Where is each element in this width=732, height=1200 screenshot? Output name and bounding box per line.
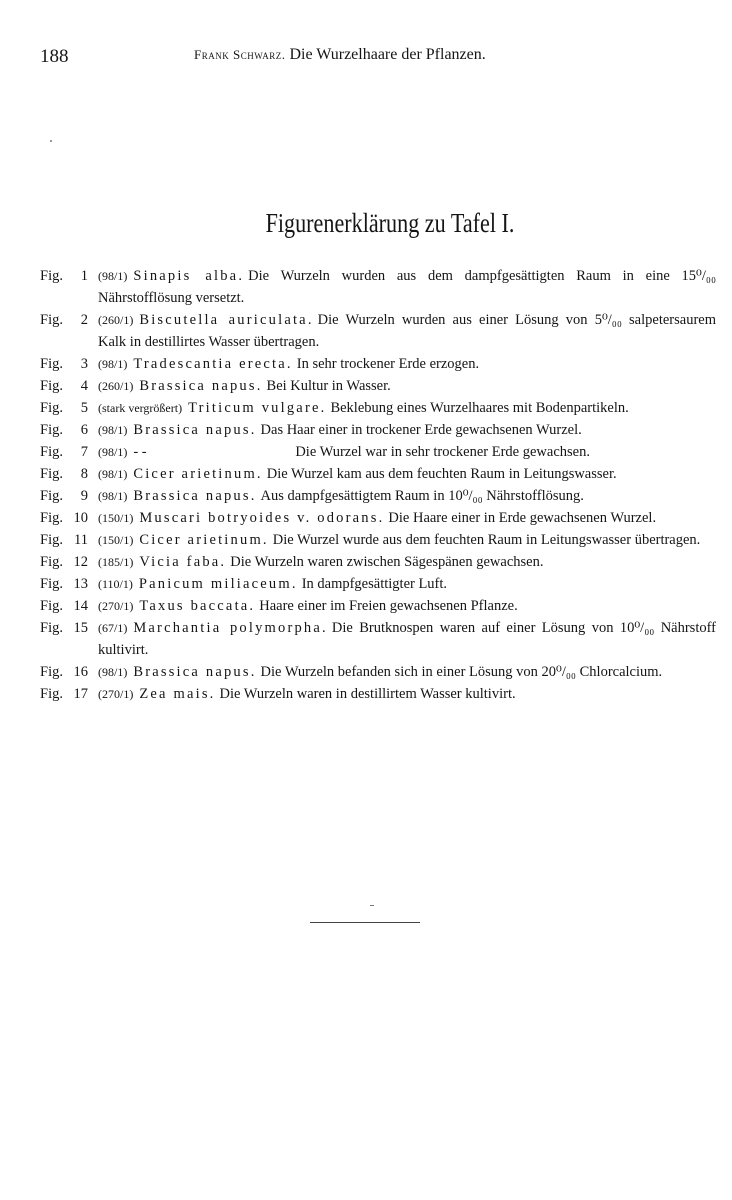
figure-number: 5: [80, 400, 88, 416]
figure-description: [98, 375, 716, 397]
figure-number: 14: [73, 598, 88, 614]
figure-entry: [40, 441, 716, 463]
figure-label: Fig.: [40, 378, 63, 394]
magnification: (98/1): [98, 423, 128, 437]
figure-entry: [40, 595, 716, 617]
figure-label: Fig.: [40, 488, 63, 504]
figure-label: Fig.: [40, 554, 63, 570]
magnification: (150/1): [98, 511, 134, 525]
magnification: (110/1): [98, 577, 133, 591]
figure-entry: [40, 397, 716, 419]
figure-label: Fig.: [40, 422, 63, 438]
description-text: Die Haare einer in Erde gewachsenen Wurzel.: [388, 510, 657, 526]
species-name: Triticum vulgare.: [188, 400, 327, 416]
figure-entry: [40, 573, 716, 595]
species-name: Zea mais.: [139, 686, 216, 702]
figure-description: [98, 683, 716, 705]
figure-number: 13: [73, 576, 88, 592]
magnification: (185/1): [98, 555, 134, 569]
figure-label: Fig.: [40, 576, 63, 592]
figure-description: [98, 595, 716, 617]
figure-label: Fig.: [40, 400, 63, 416]
figure-entry: [40, 265, 716, 309]
species-name: Muscari botryoides v. odorans.: [139, 510, 385, 526]
description-text: Bei Kultur in Wasser.: [266, 378, 391, 394]
running-head-author: Frank Schwarz.: [194, 47, 286, 62]
magnification: (98/1): [98, 269, 128, 283]
print-speck: [50, 140, 52, 142]
figure-entry: [40, 353, 716, 375]
species-name: Brassica napus.: [133, 422, 257, 438]
figure-number: 10: [73, 510, 88, 526]
description-text: Die Wurzeln wurden aus einer Lösung von 5⁰/₀₀ salpetersaurem Kalk in destillirtes Wasser übertragen.: [98, 312, 716, 350]
description-text: Aus dampfgesättigtem Raum in 10⁰/₀₀ Nährstofflösung.: [260, 488, 584, 504]
figure-label: Fig.: [40, 444, 63, 460]
species-name: Cicer arietinum.: [139, 532, 269, 548]
magnification: (98/1): [98, 357, 128, 371]
figure-number: 8: [80, 466, 88, 482]
figure-description: [98, 661, 716, 683]
figure-number: 17: [73, 686, 88, 702]
species-name: Vicia faba.: [139, 554, 227, 570]
section-heading: Figurenerklärung zu Tafel I.: [265, 208, 515, 238]
species-name: Marchantia polymorpha.: [133, 620, 328, 636]
magnification: (98/1): [98, 467, 128, 481]
species-name: Brassica napus.: [133, 664, 257, 680]
figure-description: [98, 353, 716, 375]
description-text: Die Wurzeln wurden aus dem dampfgesättigten Raum in eine 15⁰/₀₀ Nährstofflösung versetzt.: [98, 268, 716, 306]
species-name: - -: [133, 444, 147, 460]
figure-description: [98, 617, 716, 661]
description-text: Die Wurzeln waren zwischen Sägespänen gewachsen.: [230, 554, 544, 570]
figure-entry: [40, 551, 716, 573]
figure-number: 16: [73, 664, 88, 680]
running-head-title: Die Wurzelhaare der Pflanzen.: [289, 46, 486, 63]
description-text: Die Brutknospen waren auf einer Lösung von 10⁰/₀₀ Nährstoff kultivirt.: [98, 620, 717, 658]
figure-entry: [40, 375, 716, 397]
figure-entry: [40, 419, 716, 441]
figure-description: [98, 397, 716, 419]
figure-label: Fig.: [40, 686, 63, 702]
figure-entry: [40, 683, 716, 705]
magnification: (260/1): [98, 379, 134, 393]
figure-description: [98, 529, 716, 551]
figure-number: 1: [80, 268, 88, 284]
figure-legend-list: [40, 265, 716, 705]
figure-number: 15: [73, 620, 88, 636]
figure-entry: [40, 485, 716, 507]
figure-description: [98, 573, 716, 595]
description-text: Die Wurzeln befanden sich in einer Lösung von 20⁰/₀₀ Chlorcalcium.: [260, 664, 663, 680]
figure-description: [98, 309, 716, 353]
description-text: Die Wurzel war in sehr trockener Erde gewachsen.: [295, 444, 590, 460]
figure-label: Fig.: [40, 598, 63, 614]
figure-label: Fig.: [40, 664, 63, 680]
species-name: Brassica napus.: [133, 488, 257, 504]
figure-description: [98, 463, 716, 485]
magnification: (260/1): [98, 313, 134, 327]
figure-entry: [40, 507, 716, 529]
page-number: 188: [40, 46, 69, 67]
description-text: In dampfgesättigter Luft.: [301, 576, 448, 592]
figure-description: [98, 485, 716, 507]
figure-label: Fig.: [40, 532, 63, 548]
figure-label: Fig.: [40, 268, 63, 284]
figure-label: Fig.: [40, 312, 63, 328]
running-head: [194, 46, 486, 64]
figure-entry: [40, 661, 716, 683]
page-header: [40, 44, 700, 70]
species-name: Brassica napus.: [139, 378, 263, 394]
figure-number: 7: [80, 444, 88, 460]
figure-number: 6: [80, 422, 88, 438]
figure-label: Fig.: [40, 510, 63, 526]
species-name: Taxus baccata.: [139, 598, 256, 614]
description-text: Die Wurzel wurde aus dem feuchten Raum in Leitungswasser übertragen.: [272, 532, 701, 548]
figure-label: Fig.: [40, 466, 63, 482]
magnification: (stark vergrößert): [98, 401, 183, 415]
species-name: Cicer arietinum.: [133, 466, 263, 482]
magnification: (98/1): [98, 445, 128, 459]
figure-description: [98, 265, 716, 309]
figure-number: 4: [80, 378, 88, 394]
figure-number: 2: [80, 312, 88, 328]
magnification: (98/1): [98, 489, 128, 503]
species-name: Tradescantia erecta.: [133, 356, 293, 372]
description-text: In sehr trockener Erde erzogen.: [296, 356, 480, 372]
magnification: (150/1): [98, 533, 134, 547]
figure-description: [98, 419, 716, 441]
description-text: Die Wurzeln waren in destillirtem Wasser kultivirt.: [219, 686, 516, 702]
species-name: Sinapis alba.: [133, 268, 245, 284]
magnification: (98/1): [98, 665, 128, 679]
species-name: Panicum miliaceum.: [138, 576, 298, 592]
description-text: Das Haar einer in trockener Erde gewachsenen Wurzel.: [260, 422, 582, 438]
print-mark: [370, 905, 374, 906]
figure-label: Fig.: [40, 356, 63, 372]
figure-entry: [40, 529, 716, 551]
figure-description: [98, 441, 716, 463]
figure-label: Fig.: [40, 620, 63, 636]
description-text: Die Wurzel kam aus dem feuchten Raum in Leitungswasser.: [266, 466, 617, 482]
figure-number: 9: [80, 488, 88, 504]
species-name: Biscutella auriculata.: [139, 312, 314, 328]
magnification: (270/1): [98, 687, 134, 701]
figure-number: 3: [80, 356, 88, 372]
figure-entry: [40, 309, 716, 353]
magnification: (67/1): [98, 621, 128, 635]
figure-number: 12: [73, 554, 88, 570]
description-text: Beklebung eines Wurzelhaares mit Bodenpartikeln.: [330, 400, 629, 416]
closing-rule: [310, 922, 420, 923]
description-text: Haare einer im Freien gewachsenen Pflanze.: [259, 598, 518, 614]
figure-description: [98, 551, 716, 573]
figure-entry: [40, 463, 716, 485]
figure-entry: [40, 617, 716, 661]
figure-number: 11: [74, 532, 88, 548]
magnification: (270/1): [98, 599, 134, 613]
figure-description: [98, 507, 716, 529]
